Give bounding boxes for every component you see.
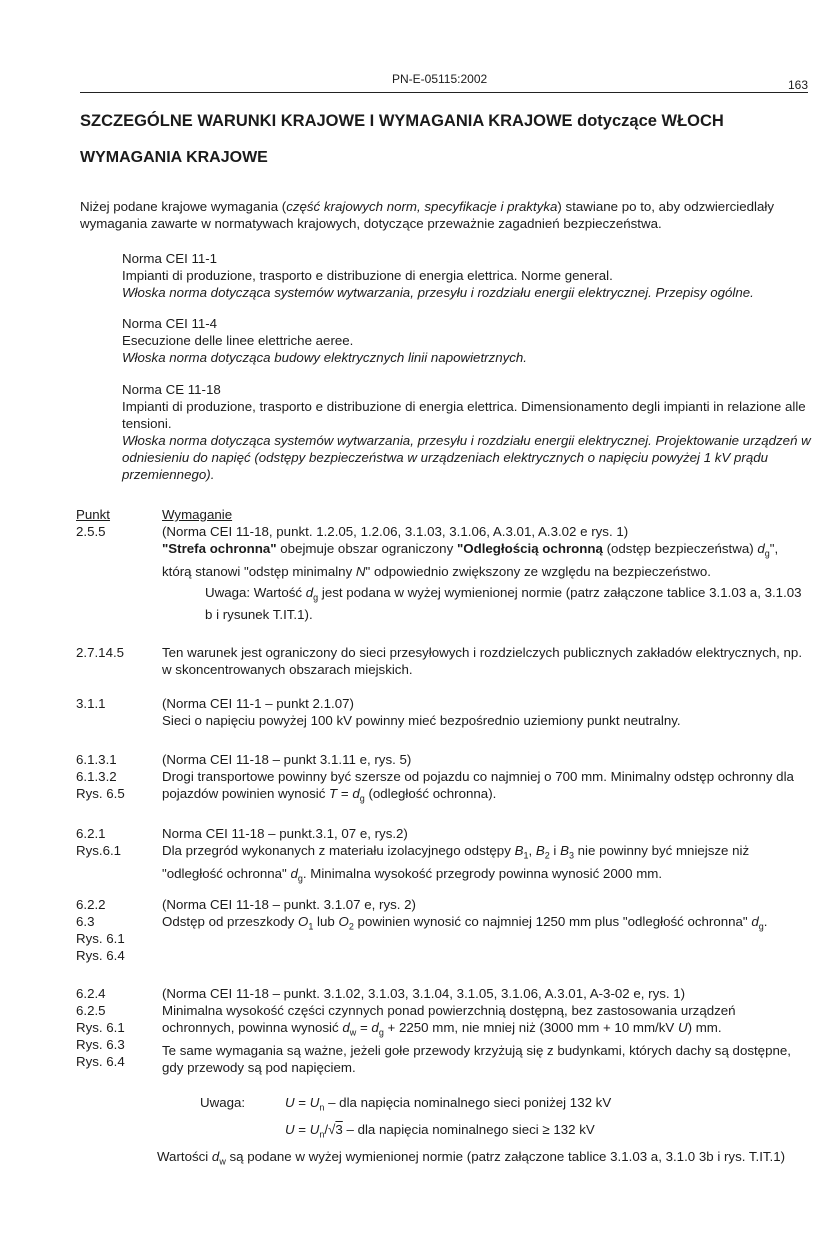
norm-reference: Norma CEI 11-18 – punkt.3.1, 07 e, rys.2): [162, 826, 408, 841]
intro-paragraph: Niżej podane krajowe wymagania (część krajowych norm, specyfikacje i praktyka) stawiane po to, aby odzwierciedlały wymagania zawarte w normatywach krajowych, dotyczące przeważnie zagadnień bezpieczeństwa.: [80, 199, 774, 231]
page-number: 163: [787, 78, 808, 92]
point-label: 6.3: [76, 914, 95, 929]
requirement-text: [157, 1148, 803, 1171]
norm-block-cei-11-1: [122, 250, 812, 301]
norm-reference: (Norma CEI 11-18 – punkt. 3.1.02, 3.1.03, 3.1.04, 3.1.05, 3.1.06, A.3.01, A-3-02 e, rys. 1): [162, 986, 686, 1001]
requirement-paragraph: Odstęp od przeszkody $O_1$ lub $O_2$ powinien wynosić co najmniej 1250 mm plus "odległość ochronna" $d_g$.: [162, 914, 768, 932]
requirement-text: [162, 695, 808, 729]
requirement-text: [162, 985, 808, 1076]
norm-block-ce-11-18: [122, 381, 812, 483]
requirement-text: [162, 644, 808, 678]
running-header: [80, 72, 808, 93]
point-label: 2.7.14.5: [76, 645, 125, 660]
requirement-paragraph: Dla przegród wykonanych z materiału izolacyjnego odstępy $B_1$, $B_2$ i $B_3$ nie powinny być mniejsze niż "odległość ochronna" $d_g$. Minimalna wysokość przegrody powinna wynosić 2000 mm.: [162, 843, 750, 884]
norm-code: Norma CEI 11-1: [122, 251, 218, 266]
requirement-paragraph: Ten warunek jest ograniczony do sieci przesyłowych i rozdzielczych publicznych zakładów elektrycznych, np. w skoncentrowanych obszarach miejskich.: [162, 645, 803, 677]
point-label: 6.2.2: [76, 897, 106, 912]
norm-code: Norma CE 11-18: [122, 382, 221, 397]
column-header-punkt: Punkt: [76, 507, 111, 522]
figure-label: Rys. 6.5: [76, 786, 125, 801]
point-label: 6.2.5: [76, 1003, 106, 1018]
figure-label: Rys. 6.1: [76, 1020, 125, 1035]
figure-label: Rys. 6.1: [76, 931, 125, 946]
point-labels: [76, 644, 160, 661]
figure-label: Rys. 6.4: [76, 1054, 125, 1069]
point-label: 6.1.3.1: [76, 752, 117, 767]
point-labels: [76, 751, 160, 802]
norm-polish-title: Włoska norma dotycząca systemów wytwarzania, przesyłu i rozdziału energii elektrycznej. Przepisy ogólne.: [122, 285, 754, 300]
requirement-paragraph: Drogi transportowe powinny być szersze od pojazdu co najmniej o 700 mm. Minimalny odstęp ochronny dla pojazdów powinien wynosić $T = d_g$ (odległość ochronna).: [162, 769, 794, 804]
norm-italian-title: Esecuzione delle linee elettriche aeree.: [122, 333, 354, 348]
closing-paragraph: Wartości $d_w$ są podane w wyżej wymienionej normie (patrz załączone tablice 3.1.03 a, 3.1.0 3b i rys. T.IT.1): [157, 1149, 786, 1167]
figure-label: Rys. 6.3: [76, 1037, 125, 1052]
norm-italian-title: Impianti di produzione, trasporto e distribuzione di energia elettrica. Dimensionamento degli impianti in relazione alle tensioni.: [122, 399, 806, 431]
point-label: 3.1.1: [76, 696, 106, 711]
figure-label: Rys. 6.4: [76, 948, 125, 963]
requirement-paragraph: Te same wymagania są ważne, jeżeli gołe przewody krzyżują się z budynkami, których dachy są dostępne, gdy przewody są pod napięciem.: [162, 1042, 791, 1075]
point-labels: [76, 825, 160, 859]
figure-label: Rys.6.1: [76, 843, 122, 858]
requirement-text: [162, 751, 808, 808]
standard-number: PN-E-05115:2002: [392, 72, 488, 86]
point-label: 6.2.4: [76, 986, 106, 1001]
point-labels: [76, 695, 160, 712]
point-label: 2.5.5: [76, 524, 106, 539]
formula-below-132kv: $U = U_n$ – dla napięcia nominalnego sieci poniżej 132 kV: [285, 1095, 612, 1113]
norm-reference: (Norma CEI 11-18 – punkt 3.1.11 e, rys. 5): [162, 752, 412, 767]
point-label: 6.2.1: [76, 826, 106, 841]
norm-polish-title: Włoska norma dotycząca systemów wytwarzania, przesyłu i rozdziału energii elektrycznej. Projektowanie urządzeń w odniesieniu do napięć (odstępy bezpieczeństwa w urządzeniach elektrycznych o napięciu powyżej 1 kV prądu przemiennego).: [122, 433, 811, 482]
point-labels: [76, 985, 160, 1070]
norm-reference: (Norma CEI 11-18 – punkt. 3.1.07 e, rys. 2): [162, 897, 416, 912]
norm-polish-title: Włoska norma dotycząca budowy elektrycznych linii napowietrznych.: [122, 350, 527, 365]
norm-reference: (Norma CEI 11-1 – punkt 2.1.07): [162, 696, 354, 711]
section-subtitle: WYMAGANIA KRAJOWE: [80, 149, 268, 166]
formula-above-132kv: $U = U_n/√3$ – dla napięcia nominalnego sieci ≥ 132 kV: [285, 1122, 595, 1140]
requirement-text: [162, 896, 808, 936]
requirement-text: [162, 506, 808, 623]
point-labels: [76, 896, 160, 964]
requirement-paragraph: "Strefa ochronna" obejmuje obszar ograniczony "Odległością ochronną (odstęp bezpieczeństwa) $d_g$", którą stanowi "odstęp minimalny N" odpowiednio zwiększony ze względu na bezpieczeństwo.: [162, 541, 779, 579]
column-header-wymaganie: Wymaganie: [162, 507, 233, 522]
norm-italian-title: Impianti di produzione, trasporto e distribuzione di energia elettrica. Norme general.: [122, 268, 613, 283]
requirement-paragraph: Minimalna wysokość części czynnych ponad powierzchnią dostępną, bez zastosowania urządzeń ochronnych, powinna wynosić $d_w = d_g + 2250$ mm, nie mniej niż (3000 mm + 10 mm/kV U) mm.: [162, 1003, 736, 1038]
document-title: SZCZEGÓLNE WARUNKI KRAJOWE I WYMAGANIA KRAJOWE dotyczące WŁOCH: [80, 112, 724, 130]
requirement-paragraph: Sieci o napięciu powyżej 100 kV powinny mieć bezpośrednio uziemiony punkt neutralny.: [162, 713, 681, 728]
note-paragraph: Uwaga: Wartość $d_g$ jest podana w wyżej wymienionej normie (patrz załączone tablice 3.1.03 a, 3.1.03 b i rysunek T.IT.1).: [205, 584, 802, 623]
note-label: Uwaga:: [200, 1095, 246, 1110]
norm-block-cei-11-4: [122, 315, 812, 366]
norm-reference: (Norma CEI 11-18, punkt. 1.2.05, 1.2.06, 3.1.03, 3.1.06, A.3.01, A.3.02 e rys. 1): [162, 524, 629, 539]
requirement-text: [162, 825, 808, 887]
norm-code: Norma CEI 11-4: [122, 316, 218, 331]
point-labels: [76, 506, 160, 540]
point-label: 6.1.3.2: [76, 769, 117, 784]
